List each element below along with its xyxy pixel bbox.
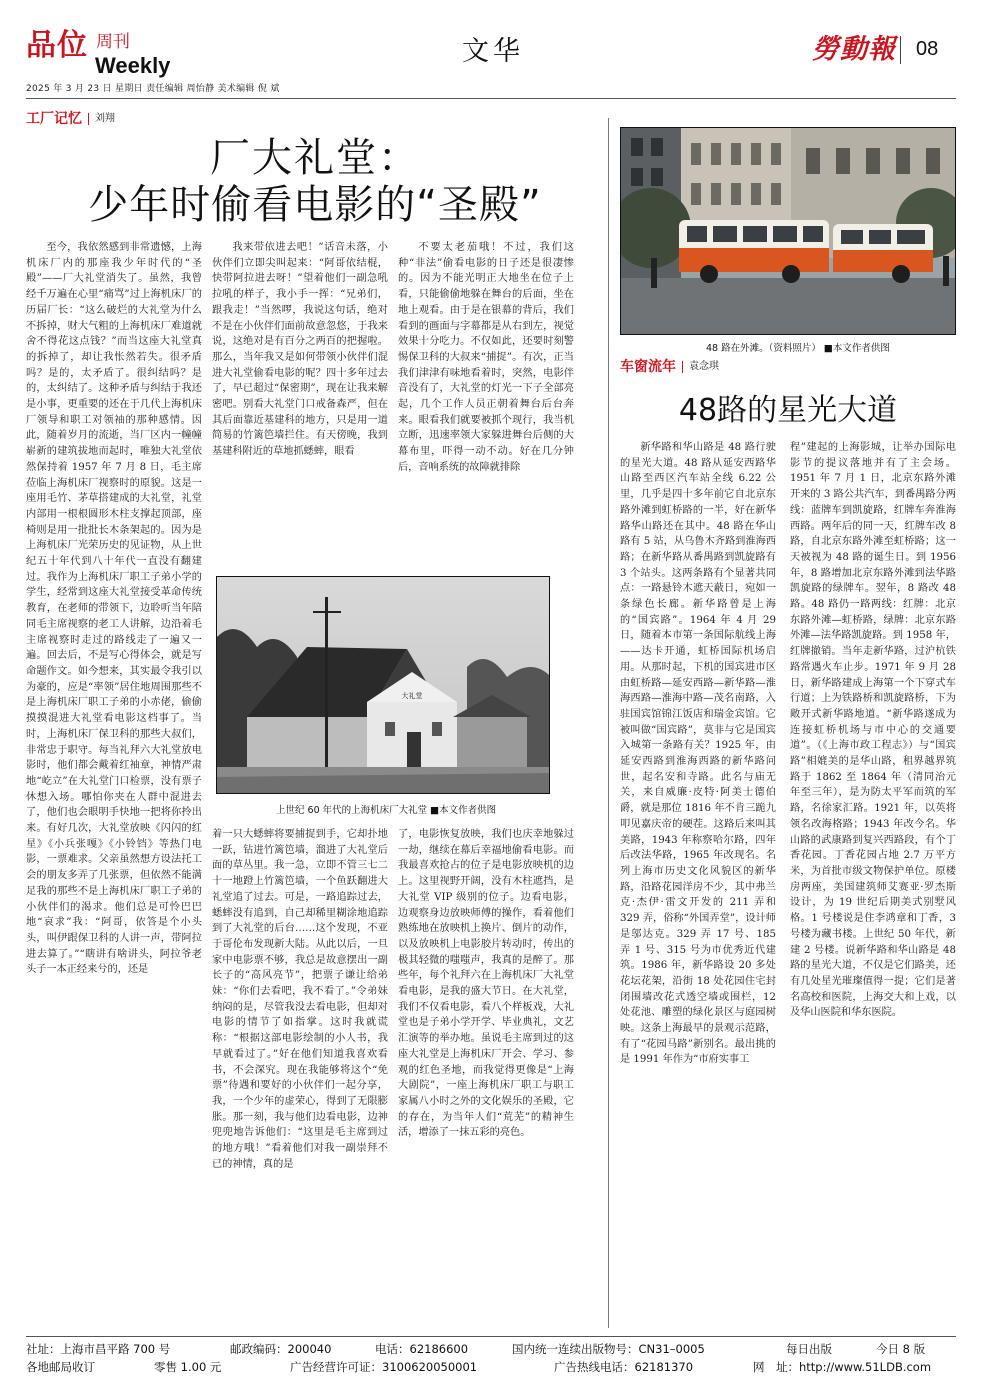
bus-photo [620, 127, 956, 335]
article-paragraph: 不要太老茄哦！不过，我们这种“非法”偷看电影的日子还是很凄惨的。因为不能光明正大地坐在位子上看，只能偷偷地躲在舞台的后面，坐在地上观看。由于是在银幕的背后，我们看到的画面与字幕都是从右到左，视觉效果十分吃力。不仅如此，还要时刻警惕保卫科的大叔来“捕捉”。有次，正当我们津津有味地看着时，突然，电影伴音没有了，大礼堂的灯光一下子全部亮起，几个工作人员正朝着舞台后台奔来。眼看我们就要被抓个现行，我当机立断，迅速率领大家躲进舞台后侧的大幕布里，吓得一动不动。好在几分钟后，音响系统的故障就排除 [398, 242, 574, 473]
top-rule [26, 98, 956, 99]
column-divider [608, 118, 609, 1328]
footer-subscribe: 各地邮局收订 [26, 1360, 95, 1374]
tag-separator [682, 361, 683, 373]
footer-ad-license: 广告经营许可证：3100620050001 [290, 1360, 478, 1374]
author-name: 刘翔 [95, 113, 115, 124]
bottom-rule [26, 1336, 956, 1337]
author-name: 袁念琪 [689, 361, 719, 372]
article1-column-2b [212, 827, 388, 1325]
column-tag: 车窗流年 [620, 359, 676, 375]
brand-weekly: Weekly [95, 53, 171, 78]
brand-title: 品位 [26, 28, 88, 63]
article-paragraph: 我来带依进去吧！”话音未落，小伙伴们立即尖叫起来：“阿哥依结棍，快带阿拉进去呀！”望着他们一副急吼拉吼的样子，我小手一挥：“兄弟们，跟我走！”当然啰，我说这句话，绝对不是在小伙伴们面前故意忽悠，于我来说，这绝对是有百分之两百的把握啦。那么，当年我又是如何带领小伙伴们混进大礼堂偷看电影的呢？四十多年过去了，早已超过“保密期”，现在让我来解密吧。别看大礼堂门口戒备森严，但在其后面靠近基建科的地方，只是用一道简易的竹篱笆墙拦住。有天傍晚，我到基建科附近的草地抓蟋蟀，眼看 [212, 242, 388, 458]
article1-column-3 [398, 240, 574, 562]
article1-title-line2: 少年时偷看电影的“圣殿” [88, 182, 542, 228]
section-name: 文华 [462, 36, 524, 67]
article1-column-2 [212, 240, 388, 562]
auditorium-illustration [217, 577, 550, 794]
footer-pages: 今日 8 版 [876, 1342, 926, 1356]
article-paragraph: 了，电影恢复放映，我们也庆幸地躲过一劫，继续在幕后幸福地偷看电影。而我最喜欢抢占的位子是电影放映机的边上。这里视野开阔，没有木柱遮挡，是大礼堂 VIP 级别的位子。边看电影，边观察身边放映师傅的操作，看着他们熟练地在放映机上换片、倒片的动作，以及放映机上电影胶片转动时，传出的极其轻微的嗤嗤声，我真的是醉了。那些年，每个礼拜六在上海机床厂大礼堂看电影，是我的盛大节日。在大礼堂，我们不仅看电影，看八个样板戏，大礼堂也是子弟小学开学、毕业典礼，文艺汇演等的举办地。虽说毛主席到过的这座大礼堂是上海机床厂开会、学习、参观的红色圣地，而我觉得更像是“上海大剧院”，一座上海机床厂职工与职工家属八小时之外的文化娱乐的圣殿，它的存在，为当年人们“荒芜”的精神生活，增添了一抹五彩的亮色。 [398, 829, 574, 1139]
article2-column-label [620, 358, 719, 376]
footer-issn: 国内统一连续出版物号：CN31–0005 [512, 1342, 705, 1356]
bus-illustration [621, 128, 956, 335]
footer-price: 零售 1.00 元 [154, 1360, 222, 1374]
article1-title-line1: 厂大礼堂： [210, 135, 420, 181]
bus-photo-caption: 48 路在外滩。（资料照片） ■本文作者供图 [706, 343, 890, 354]
article-paragraph: 至今，我依然感到非常遗憾，上海机床厂内的那座我少年时代的“圣殿”——厂大礼堂消失了。虽然，我曾经千万遍在心里“痛骂”过上海机床厂的历届厂长：“这么破烂的大礼堂为什么不拆掉，财大气粗的上海机床厂难道就舍不得花这点钱？”而当这座大礼堂真的拆掉了，却让我怅然若失。很矛盾吗？是的，太矛盾了。很纠结吗？是的，太纠结了。这种矛盾与纠结于我还是小事，更重要的还在于几代上海机床厂领导和职工对领袖的那种感情。因此，随着岁月的流逝，当厂区内一幢幢崭新的建筑拔地而起时，唯独大礼堂依然保持着 1957 年 7 月 8 日，毛主席莅临上海机床厂视察时的原貌。这是一座用毛竹、茅草搭建成的大礼堂，礼堂内部用一根根圆形木柱支撑起顶部，座椅则是用一批批长木条架起的。因为是上海机床厂光荣历史的见证物，从上世纪五十年代到八十年代一直没有翻建过。我作为上海机床厂职工子弟小学的学生，经常到这座大礼堂接受革命传统教育，在老师的带领下，边聆听当年陪同毛主席视察的老工人讲解，边沿着毛主席视察时走过的路线走了一遍又一遍。回去后，不是写心得体会，就是写命题作文。如今想来，其实最令我引以为豪的，应是“率领”居住地周围那些不是上海机床厂职工子弟的小赤佬，偷偷摸摸混进大礼堂看电影这档事了。当时，上海机床厂保卫科的那些大叔们，非常忠于职守。每当礼拜六大礼堂放电影时，他们都会戴着红袖章，神情严肃地“屹立”在大礼堂门口检票，没有票子休想入场。哪怕你夹在人群中混进去了，他们也会眼明手快地一把将你拎出来。有好几次，大礼堂放映《闪闪的红星》《小兵张嘎》《小铃铛》等热门电影，一票难求。父亲虽然想方设法托工会的朋友多弄了几张票，但依然不能满足我的那些不是上海机床厂职工子弟的小伙伴们的渴求。他们总是可怜巴巴地“哀求”我：“阿哥，依答是个小头头，叫伊跟保卫科的人讲一声，带阿拉进去算了。”“瞎讲有啥讲头，阿拉爷老头子一本正经来兮的，还是 [26, 242, 202, 976]
article-paragraph: 新华路和华山路是 48 路行驶的星光大道。48 路从延安西路华山路至西区汽车站全线 6.22 公里，几乎是四十多年前它自北京东路外滩到虹桥路的一半，好在新华路华山路还在其中。48 路在华山路有 5 站，从乌鲁木齐路到淮海西路；在新华路从番禺路到凯旋路有 3 个站头。这两条路有个显著共同点：一路悬铃木遮天蔽日，宛如一条绿色长廊。新华路曾是上海的“国宾路”。1964 年 4 月 29 日，随着本市第一条国际航线上海——达卡开通，虹桥国际机场启用。从那时起，下机的国宾进市区由虹桥路—延安西路—新华路—淮海西路—淮海中路—茂名南路，入驻国宾馆锦江饭店和瑞金宾馆。它被叫做“国宾路”，莫非与它是国宾入城第一条路有关？1925 年，由延安西路到淮海西路的新华路问世，起名安和寺路。此名与庙无关，来自威廉·皮特·阿美士德伯爵，就是那位 1816 年不肯三跪九叩见嘉庆帝的硬茬。这路后来叫其美路，1943 年称察哈尔路，四年后改法华路，1965 年改现名。名列上海市历史文化风貌区的新华路，沿路花园洋房不少，其中弗兰克·杰伊·雷文开发的 211 弄和 329 弄，俗称“外国弄堂”，设计师是邬达克。329 弄 17 号、185 弄 1 号、315 号为市优秀近代建筑。1986 年，新华路设 20 多处花坛花架，沿街 18 处花园住宅封闭围墙改花式透空墙或围栏，12 处花池、雕塑的绿化景区与庭园树映。这条上海最早的景观示范路，有了“花园马路”新别名。最出挑的是 1991 年作为“市府实事工 [620, 442, 776, 1066]
newspaper-logo: 勞動報 [812, 34, 896, 65]
article1-column-3b [398, 827, 574, 1325]
footer-address: 社址：上海市昌平路 700 号 [26, 1342, 171, 1356]
page-number: 08 [916, 38, 939, 60]
footer-postcode: 邮政编码：200040 [230, 1342, 332, 1356]
masthead-separator [900, 36, 901, 64]
column-tag: 工厂记忆 [26, 111, 82, 127]
article2-title: 48路的星光大道 [678, 393, 898, 428]
article1-column-label [26, 110, 115, 128]
building-sign: 大礼堂 [401, 692, 423, 700]
auditorium-photo [216, 576, 550, 794]
article-paragraph: 着一只大蟋蟀将要捕捉到手，它却扑地一跃，钻进竹篱笆墙，溜进了大礼堂后面的草丛里。我一急，立即不管三七二十一地蹬上竹篱笆墙，一个鱼跃翻进大礼堂追了过去。可是，一路追踪过去，蟋蟀没有追到，自己却稀里糊涂地追踪到了大礼堂的后台……这个发现，不亚于哥伦布发现新大陆。从此以后，一旦家中电影票不够，我总是故意摆出一副长子的“高风亮节”，把票子谦让给弟妹：“你们去看吧，我不看了。”令弟妹纳闷的是，尽管我没去看电影，但却对电影的情节了如指掌。这时我就谎称：“根据这部电影绘制的小人书，我早就看过了。”好在他们知道我喜欢看书，不会深究。现在我能够将这个“免票”待遇和要好的小伙伴们一起分享，我，一个少年的虚荣心，得到了无限膨胀。那一刻，我与他们边看电影，边神兜兜地告诉他们：“这里是毛主席到过的地方哦！”看着他们对我一副崇拜不已的神情，真的是 [212, 829, 388, 1170]
tag-separator [88, 113, 89, 125]
article1-column-1 [26, 240, 202, 1325]
footer-frequency: 每日出版 [786, 1342, 832, 1356]
footer-phone: 电话：62186600 [375, 1342, 469, 1356]
footer-ad-hotline: 广告热线电话：62181370 [554, 1360, 694, 1374]
article-paragraph: 程”建起的上海影城，让举办国际电影节的提议落地并有了主会场。1951 年 7 月 1 日，北京东路外滩开来的 3 路公共汽车，到番禺路分两线：蓝牌车到凯旋路，红牌车奔淮海西路。两年后的同一天，红牌车改 8 路，自北京东路外滩至虹桥路；这一天被视为 48 路的诞生日。到 1956 年，8 路增加北京东路外滩到法华路凯旋路的绿牌车。翌年，8 路改 48 路。48 路仍一路两线：红牌：北京东路外滩—虹桥路，绿牌：北京东路外滩—法华路凯旋路。到 1958 年，红牌撤销。当年走新华路，过沪杭铁路常遇火车止步。1971 年 9 月 28 日，新华路建成上海第一个下穿式车行道；上为铁路桥和凯旋路桥，下为敞开式新华路地道。“新华路遂成为连接虹桥机场与市中心的交通要道”。（《上海市政工程志》）与“国宾路”相媲美的是华山路，租界越界筑路于 1862 至 1864 年（清同治元年至三年），是为防太平军而筑的军路，名徐家汇路。1921 年，以英将领名改海格路；1943 年改今名。华山路的武康路到复兴西路段，有个丁香花园。丁香花园占地 2.7 万平方米，为首批市级文物保护单位。原楼房两座，美国建筑师艾赛亚·罗杰斯设计，为 19 世纪后期美式别墅风格。1 号楼说是住李鸿章和丁香，3 号楼为藏书楼。上世纪 50 年代，新建 2 号楼。说新华路和华山路是 48 路的星光大道，不仅是它们路美，还有几处星光璀璨值得一提；它们是著名高校和医院，上海交大和上戏，以及华山医院和华东医院。 [790, 442, 956, 1019]
footer-website[interactable]: 网 址：http://www.51LDB.com [753, 1360, 932, 1374]
auditorium-photo-caption: 上世纪 60 年代的上海机床厂大礼堂 ■本文作者供图 [276, 805, 497, 816]
article2-column-2 [790, 440, 956, 1325]
article2-column-1 [620, 440, 776, 1325]
dateline: 2025 年 3 月 23 日 星期日 责任编辑 周怡静 美术编辑 倪 斌 [26, 84, 280, 94]
brand-subtitle: 周刊 [96, 32, 130, 52]
